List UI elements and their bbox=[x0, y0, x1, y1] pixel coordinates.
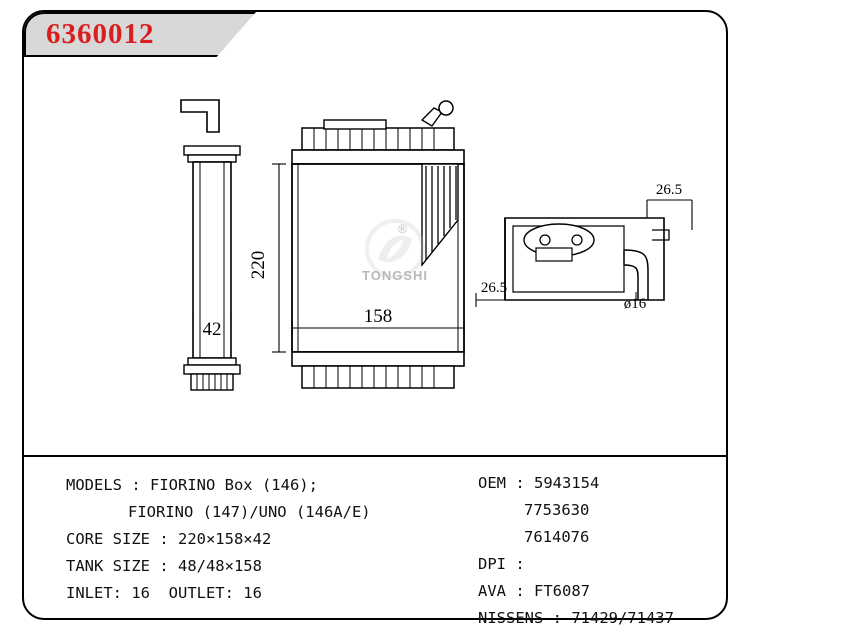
part-number-label: 6360012 bbox=[46, 18, 155, 50]
spec-oem-3: 7614076 bbox=[524, 528, 590, 546]
dimension-dia16-label: ø16 bbox=[623, 296, 647, 312]
spec-inlet-outlet: INLET: 16 OUTLET: 16 bbox=[66, 584, 262, 602]
dimension-158-label: 158 bbox=[363, 306, 393, 327]
spec-table-left bbox=[66, 472, 446, 607]
dimension-42-label: 42 bbox=[202, 319, 222, 340]
watermark-brand: TONGSHI bbox=[362, 268, 428, 283]
dimension-220-label: 220 bbox=[248, 250, 269, 280]
spec-ava: AVA : FT6087 bbox=[478, 582, 590, 600]
tank-view bbox=[505, 218, 669, 300]
registered-mark: ® bbox=[398, 222, 407, 236]
spec-core-size: CORE SIZE : 220×158×42 bbox=[66, 530, 272, 548]
spec-table-right bbox=[478, 470, 728, 632]
tongshi-watermark-logo bbox=[330, 215, 460, 295]
side-view bbox=[181, 100, 240, 390]
dimension-265-top-label: 26.5 bbox=[655, 182, 683, 198]
spec-divider bbox=[24, 455, 726, 457]
dimension-265-left-label: 26.5 bbox=[480, 280, 508, 296]
spec-nissens: NISSENS : 71429/71437 bbox=[478, 609, 674, 627]
spec-models-cont: FIORINO (147)/UNO (146A/E) bbox=[128, 503, 371, 521]
spec-models: MODELS : FIORINO Box (146); bbox=[66, 476, 318, 494]
spec-oem-2: 7753630 bbox=[524, 501, 590, 519]
spec-oem: OEM : 5943154 bbox=[478, 474, 600, 492]
spec-dpi: DPI : bbox=[478, 555, 525, 573]
spec-tank-size: TANK SIZE : 48/48×158 bbox=[66, 557, 262, 575]
dimension-220 bbox=[272, 164, 286, 352]
